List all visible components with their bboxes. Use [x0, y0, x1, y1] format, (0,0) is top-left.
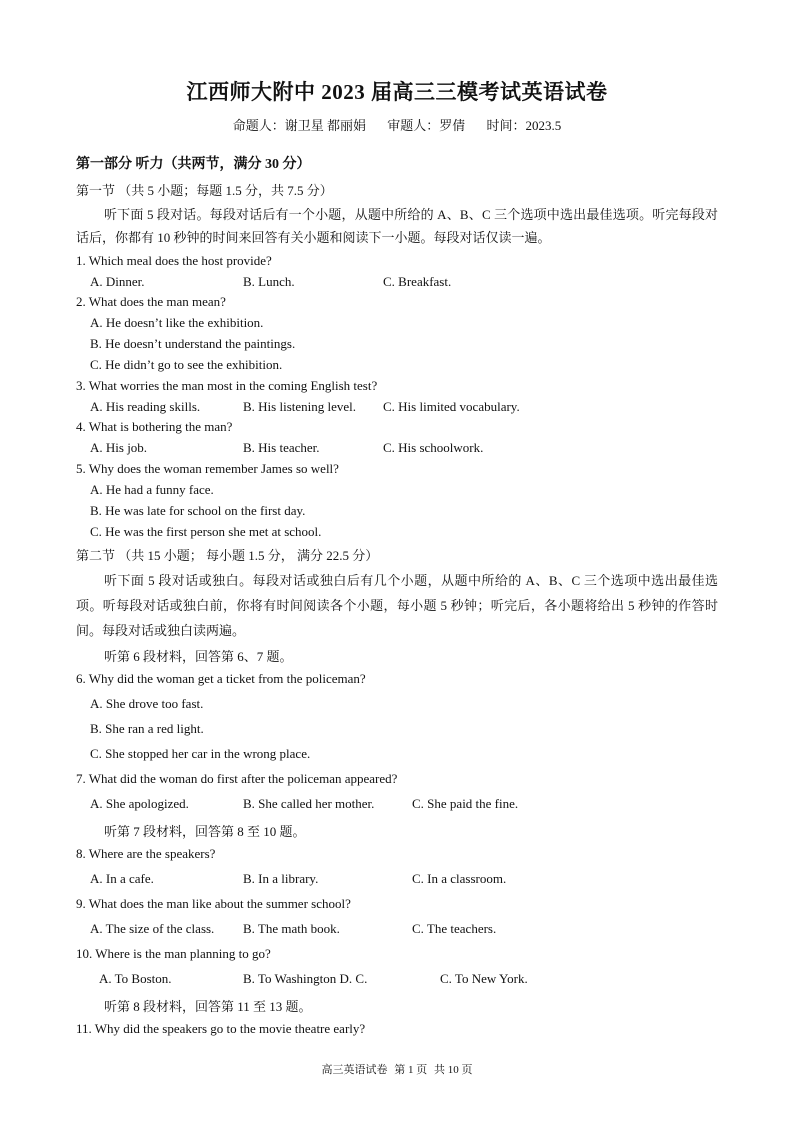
q3-option-b: B. His listening level.	[243, 399, 357, 414]
q5-option-c: C. He was the first person she met at school.	[90, 524, 322, 539]
q8-option-b: B. In a library.	[243, 871, 319, 886]
page-footer	[0, 1061, 794, 1077]
footer-total-pages: 共 10 页	[434, 1064, 473, 1076]
q7-option-c: C. She paid the fine.	[412, 796, 519, 811]
q6-option-c: C. She stopped her car in the wrong place.	[90, 746, 311, 761]
page-title: 江西师大附中 2023 届高三三模考试英语试卷	[186, 80, 608, 104]
q9-option-c: C. The teachers.	[412, 921, 497, 936]
q1-option-b: B. Lunch.	[243, 274, 295, 289]
q6-option-a: A. She drove too fast.	[90, 696, 204, 711]
section1-instructions: 听下面 5 段对话。每段对话后有一个小题，从题中所给的 A、B、C 三个选项中选出最佳选项。听完每段对话后，你都有 10 秒钟的时间来回答有关小题和阅读下一小题。每段对话仅读一遍。	[76, 207, 718, 245]
footer-subject: 高三英语试卷	[321, 1064, 388, 1076]
question-6: 6. Why did the woman get a ticket from the policeman?	[76, 671, 366, 686]
section2-heading: 第二节 （共 15 小题； 每小题 1.5 分， 满分 22.5 分）	[76, 548, 379, 563]
question-7: 7. What did the woman do first after the policeman appeared?	[76, 771, 398, 786]
q7-option-b: B. She called her mother.	[243, 796, 375, 811]
authors: 命题人：谢卫星 都丽娟	[232, 118, 366, 133]
question-3: 3. What worries the man most in the coming English test?	[76, 378, 378, 393]
q5-option-a: A. He had a funny face.	[90, 482, 214, 497]
section2-instructions: 听下面 5 段对话或独白。每段对话或独白后有几个小题，从题中所给的 A、B、C 三个选项中选出最佳选项。听每段对话或独白前，你将有时间阅读各个小题，每小题 5 秒钟；听完后，各小题将给出 5 秒钟的作答时间。每段对话或独白读两遍。	[76, 573, 718, 638]
question-4: 4. What is bothering the man?	[76, 419, 233, 434]
q4-option-a: A. His job.	[90, 440, 148, 455]
question-5: 5. Why does the woman remember James so well?	[76, 461, 339, 476]
q2-option-b: B. He doesn’t understand the paintings.	[90, 336, 296, 351]
q3-option-c: C. His limited vocabulary.	[383, 399, 520, 414]
material-7-note: 听第 7 段材料，回答第 8 至 10 题。	[104, 824, 306, 839]
q7-option-a: A. She apologized.	[90, 796, 189, 811]
exam-date: 时间：2023.5	[486, 118, 562, 133]
exam-credits	[0, 115, 794, 134]
q2-option-c: C. He didn’t go to see the exhibition.	[90, 357, 283, 372]
question-2: 2. What does the man mean?	[76, 294, 226, 309]
footer-page-number: 第 1 页	[394, 1064, 428, 1076]
section1-heading: 第一节 （共 5 小题；每题 1.5 分，共 7.5 分）	[76, 183, 333, 198]
q9-option-a: A. The size of the class.	[90, 921, 215, 936]
q10-option-c: C. To New York.	[440, 971, 528, 986]
material-8-note: 听第 8 段材料，回答第 11 至 13 题。	[104, 999, 312, 1014]
question-8: 8. Where are the speakers?	[76, 846, 216, 861]
q3-option-a: A. His reading skills.	[90, 399, 201, 414]
q8-option-c: C. In a classroom.	[412, 871, 507, 886]
q8-option-a: A. In a cafe.	[90, 871, 154, 886]
q6-option-b: B. She ran a red light.	[90, 721, 204, 736]
q10-option-b: B. To Washington D. C.	[243, 971, 368, 986]
part1-heading: 第一部分 听力（共两节，满分 30 分）	[76, 157, 311, 172]
question-10: 10. Where is the man planning to go?	[76, 946, 271, 961]
q1-option-a: A. Dinner.	[90, 274, 145, 289]
q4-option-c: C. His schoolwork.	[383, 440, 484, 455]
reviewer: 审题人：罗倩	[387, 118, 466, 133]
question-11: 11. Why did the speakers go to the movie theatre early?	[76, 1021, 366, 1036]
q10-option-a: A. To Boston.	[99, 971, 172, 986]
material-6-note: 听第 6 段材料，回答第 6、7 题。	[104, 649, 293, 664]
question-1: 1. Which meal does the host provide?	[76, 253, 272, 268]
q4-option-b: B. His teacher.	[243, 440, 320, 455]
q1-option-c: C. Breakfast.	[383, 274, 452, 289]
question-9: 9. What does the man like about the summer school?	[76, 896, 351, 911]
q2-option-a: A. He doesn’t like the exhibition.	[90, 315, 264, 330]
q9-option-b: B. The math book.	[243, 921, 340, 936]
q5-option-b: B. He was late for school on the first day.	[90, 503, 306, 518]
